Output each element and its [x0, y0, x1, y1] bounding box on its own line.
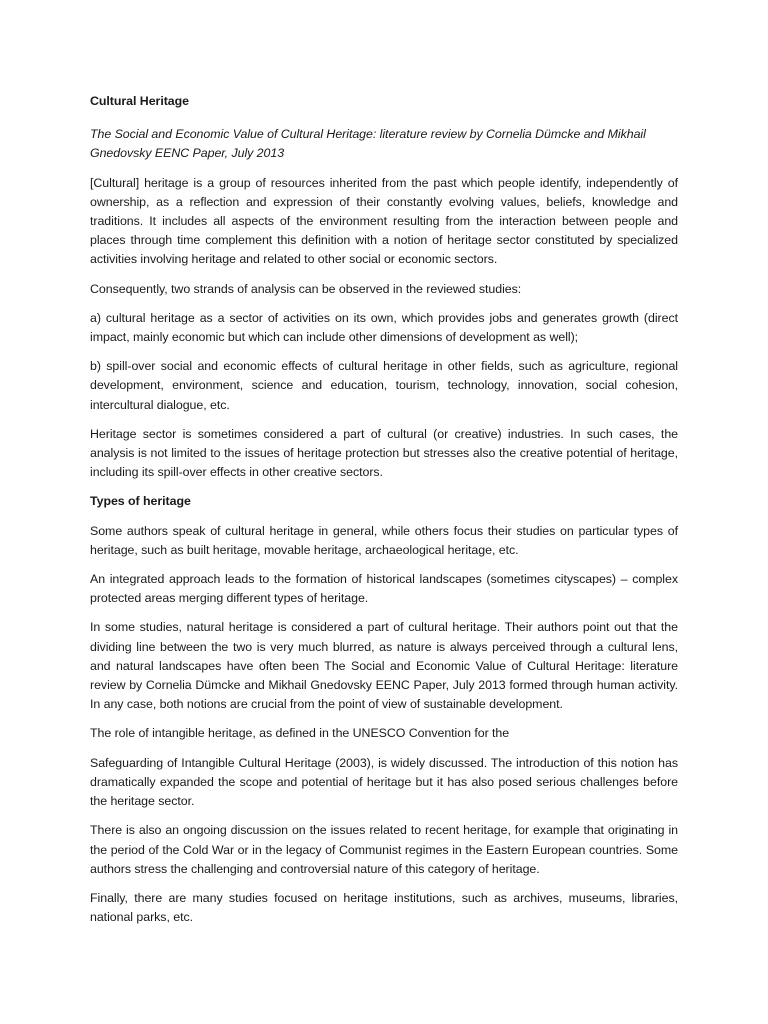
- paragraph-strand-a: a) cultural heritage as a sector of activities on its own, which provides jobs and generates growth (direct impact, mainly economic but which can include other dimensions of development as well);: [90, 310, 678, 345]
- paragraph-safeguarding: Safeguarding of Intangible Cultural Heritage (2003), is widely discussed. The introduction of this notion has dramatically expanded the scope and potential of heritage but it has also posed serious challenges before the heritage sector.: [90, 755, 678, 809]
- paragraph-integrated-approach: An integrated approach leads to the formation of historical landscapes (sometimes cityscapes) – complex protected areas merging different types of heritage.: [90, 572, 678, 606]
- document-page: [90, 92, 678, 937]
- paragraph-intangible-intro: The role of intangible heritage, as defined in the UNESCO Convention for the: [90, 726, 510, 741]
- document-subtitle: The Social and Economic Value of Cultural Heritage: literature review by Cornelia Dümcke and Mikhail Gnedovsky EENC Paper, July 2013: [90, 127, 646, 161]
- paragraph-natural-heritage: In some studies, natural heritage is considered a part of cultural heritage. Their authors point out that the dividing line between the two is very much blurred, as nature is always perceived through a cultural lens, and natural landscapes have often been The Social and Economic Value of Cultural Heritage: literature review by Cornelia Dümcke and Mikhail Gnedovsky EENC Paper, July 2013 formed through human activity. In any case, both notions are crucial from the point of view of sustainable development.: [90, 620, 678, 712]
- paragraph-recent-heritage: There is also an ongoing discussion on the issues related to recent heritage, for example that originating in the period of the Cold War or in the legacy of Communist regimes in the Eastern European countries. Some authors stress the challenging and controversial nature of this category of heritage.: [90, 823, 678, 876]
- paragraph-strand-b: b) spill-over social and economic effects of cultural heritage in other fields, such as agriculture, regional development, environment, science and education, tourism, technology, innovation, social cohesion, intercultural dialogue, etc.: [90, 359, 678, 412]
- paragraph-types-general: Some authors speak of cultural heritage in general, while others focus their studies on particular types of heritage, such as built heritage, movable heritage, archaeological heritage, etc.: [90, 523, 678, 557]
- paragraph-institutions: Finally, there are many studies focused on heritage institutions, such as archives, museums, libraries, national parks, etc.: [90, 890, 678, 925]
- paragraph-strands-intro: Consequently, two strands of analysis can be observed in the reviewed studies:: [90, 281, 522, 296]
- section-heading-types: Types of heritage: [90, 494, 191, 509]
- paragraph-definition: [Cultural] heritage is a group of resources inherited from the past which people identify, independently of ownership, as a reflection and expression of their constantly evolving values, beliefs, knowledge and traditions. It includes all aspects of the environment resulting from the interaction between people and places through time complement this definition with a notion of heritage sector constituted by specialized activities involving heritage and related to other social or economic sectors.: [90, 175, 678, 267]
- paragraph-heritage-sector: Heritage sector is sometimes considered a part of cultural (or creative) industries. In such cases, the analysis is not limited to the issues of heritage protection but stresses also the creative potential of heritage, including its spill-over effects in other creative sectors.: [90, 426, 678, 480]
- document-title: Cultural Heritage: [90, 94, 189, 108]
